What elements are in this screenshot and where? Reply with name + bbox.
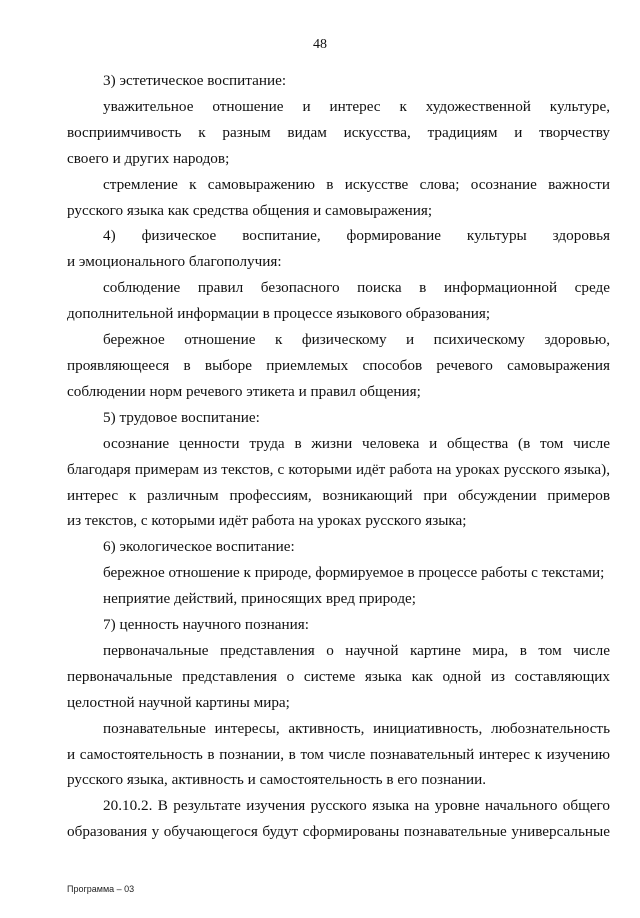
text-line: интерес к различным профессиям, возникающий при обсуждении примеров — [67, 486, 610, 504]
text-line: своего и других народов; — [67, 149, 230, 167]
footer-program-label: Программа – 03 — [67, 884, 135, 894]
text-line: из текстов, с которыми идёт работа на уроках русского языка; — [67, 512, 467, 530]
text-line: бережное отношение к физическому и психическому здоровью, — [103, 331, 610, 349]
paragraph — [67, 716, 610, 794]
paragraph — [67, 586, 610, 612]
section-heading-20-10-2 — [67, 793, 610, 845]
text-line: первоначальные представления о системе языка как одной из составляющих — [67, 667, 610, 685]
text-line: 3) эстетическое воспитание: — [103, 72, 287, 89]
section-heading-science — [67, 612, 610, 638]
text-line: и эмоционального благополучия: — [67, 253, 282, 271]
text-line: стремление к самовыражению в искусстве слова; осознание важности — [103, 175, 610, 193]
document-body — [67, 68, 610, 845]
text-line: соблюдении норм речевого этикета и правил общения; — [67, 382, 421, 400]
text-line: образования у обучающегося будут сформированы познавательные универсальные — [67, 823, 610, 841]
section-heading-physical — [67, 223, 610, 275]
paragraph — [67, 327, 610, 405]
text-line: дополнительной информации в процессе языкового образования; — [67, 305, 491, 323]
text-line: осознание ценности труда в жизни человека и общества (в том числе — [103, 434, 610, 452]
section-heading-ecological — [67, 534, 610, 560]
text-line: первоначальные представления о научной картине мира, в том числе — [103, 641, 610, 659]
text-line: бережное отношение к природе, формируемое в процессе работы с текстами; — [103, 564, 605, 582]
paragraph — [67, 431, 610, 535]
text-line: соблюдение правил безопасного поиска в информационной среде — [103, 279, 610, 297]
text-line: восприимчивость к разным видам искусства, традициям и творчеству — [67, 123, 610, 141]
text-line: целостной научной картины мира; — [67, 693, 290, 711]
text-line: неприятие действий, приносящих вред природе; — [103, 590, 417, 608]
text-line: проявляющееся в выборе приемлемых способов речевого самовыражения — [67, 356, 610, 374]
text-line: 6) экологическое воспитание: — [103, 538, 295, 556]
text-line: 4) физическое воспитание, формирование культуры здоровья — [103, 227, 610, 245]
paragraph — [67, 94, 610, 172]
text-line: уважительное отношение и интерес к художественной культуре, — [103, 97, 610, 115]
text-line: русского языка, активность и самостоятельность в его познании. — [67, 771, 487, 789]
paragraph — [67, 560, 610, 586]
text-line: русского языка как средства общения и самовыражения; — [67, 201, 433, 219]
text-line: познавательные интересы, активность, инициативность, любознательность — [103, 719, 610, 737]
text-line: и самостоятельность в познании, в том числе познавательный интерес к изучению — [67, 745, 610, 763]
page-number: 48 — [313, 37, 327, 52]
text-line: 5) трудовое воспитание: — [103, 408, 260, 426]
text-line: благодаря примерам из текстов, с которыми идёт работа на уроках русского языка), — [67, 460, 610, 478]
text-line: 20.10.2. В результате изучения русского языка на уровне начального общего — [103, 797, 610, 815]
section-heading-aesthetic — [67, 68, 610, 94]
paragraph — [67, 638, 610, 716]
section-heading-labor — [67, 405, 610, 431]
paragraph — [67, 172, 610, 224]
paragraph — [67, 275, 610, 327]
text-line: 7) ценность научного познания: — [103, 616, 309, 634]
